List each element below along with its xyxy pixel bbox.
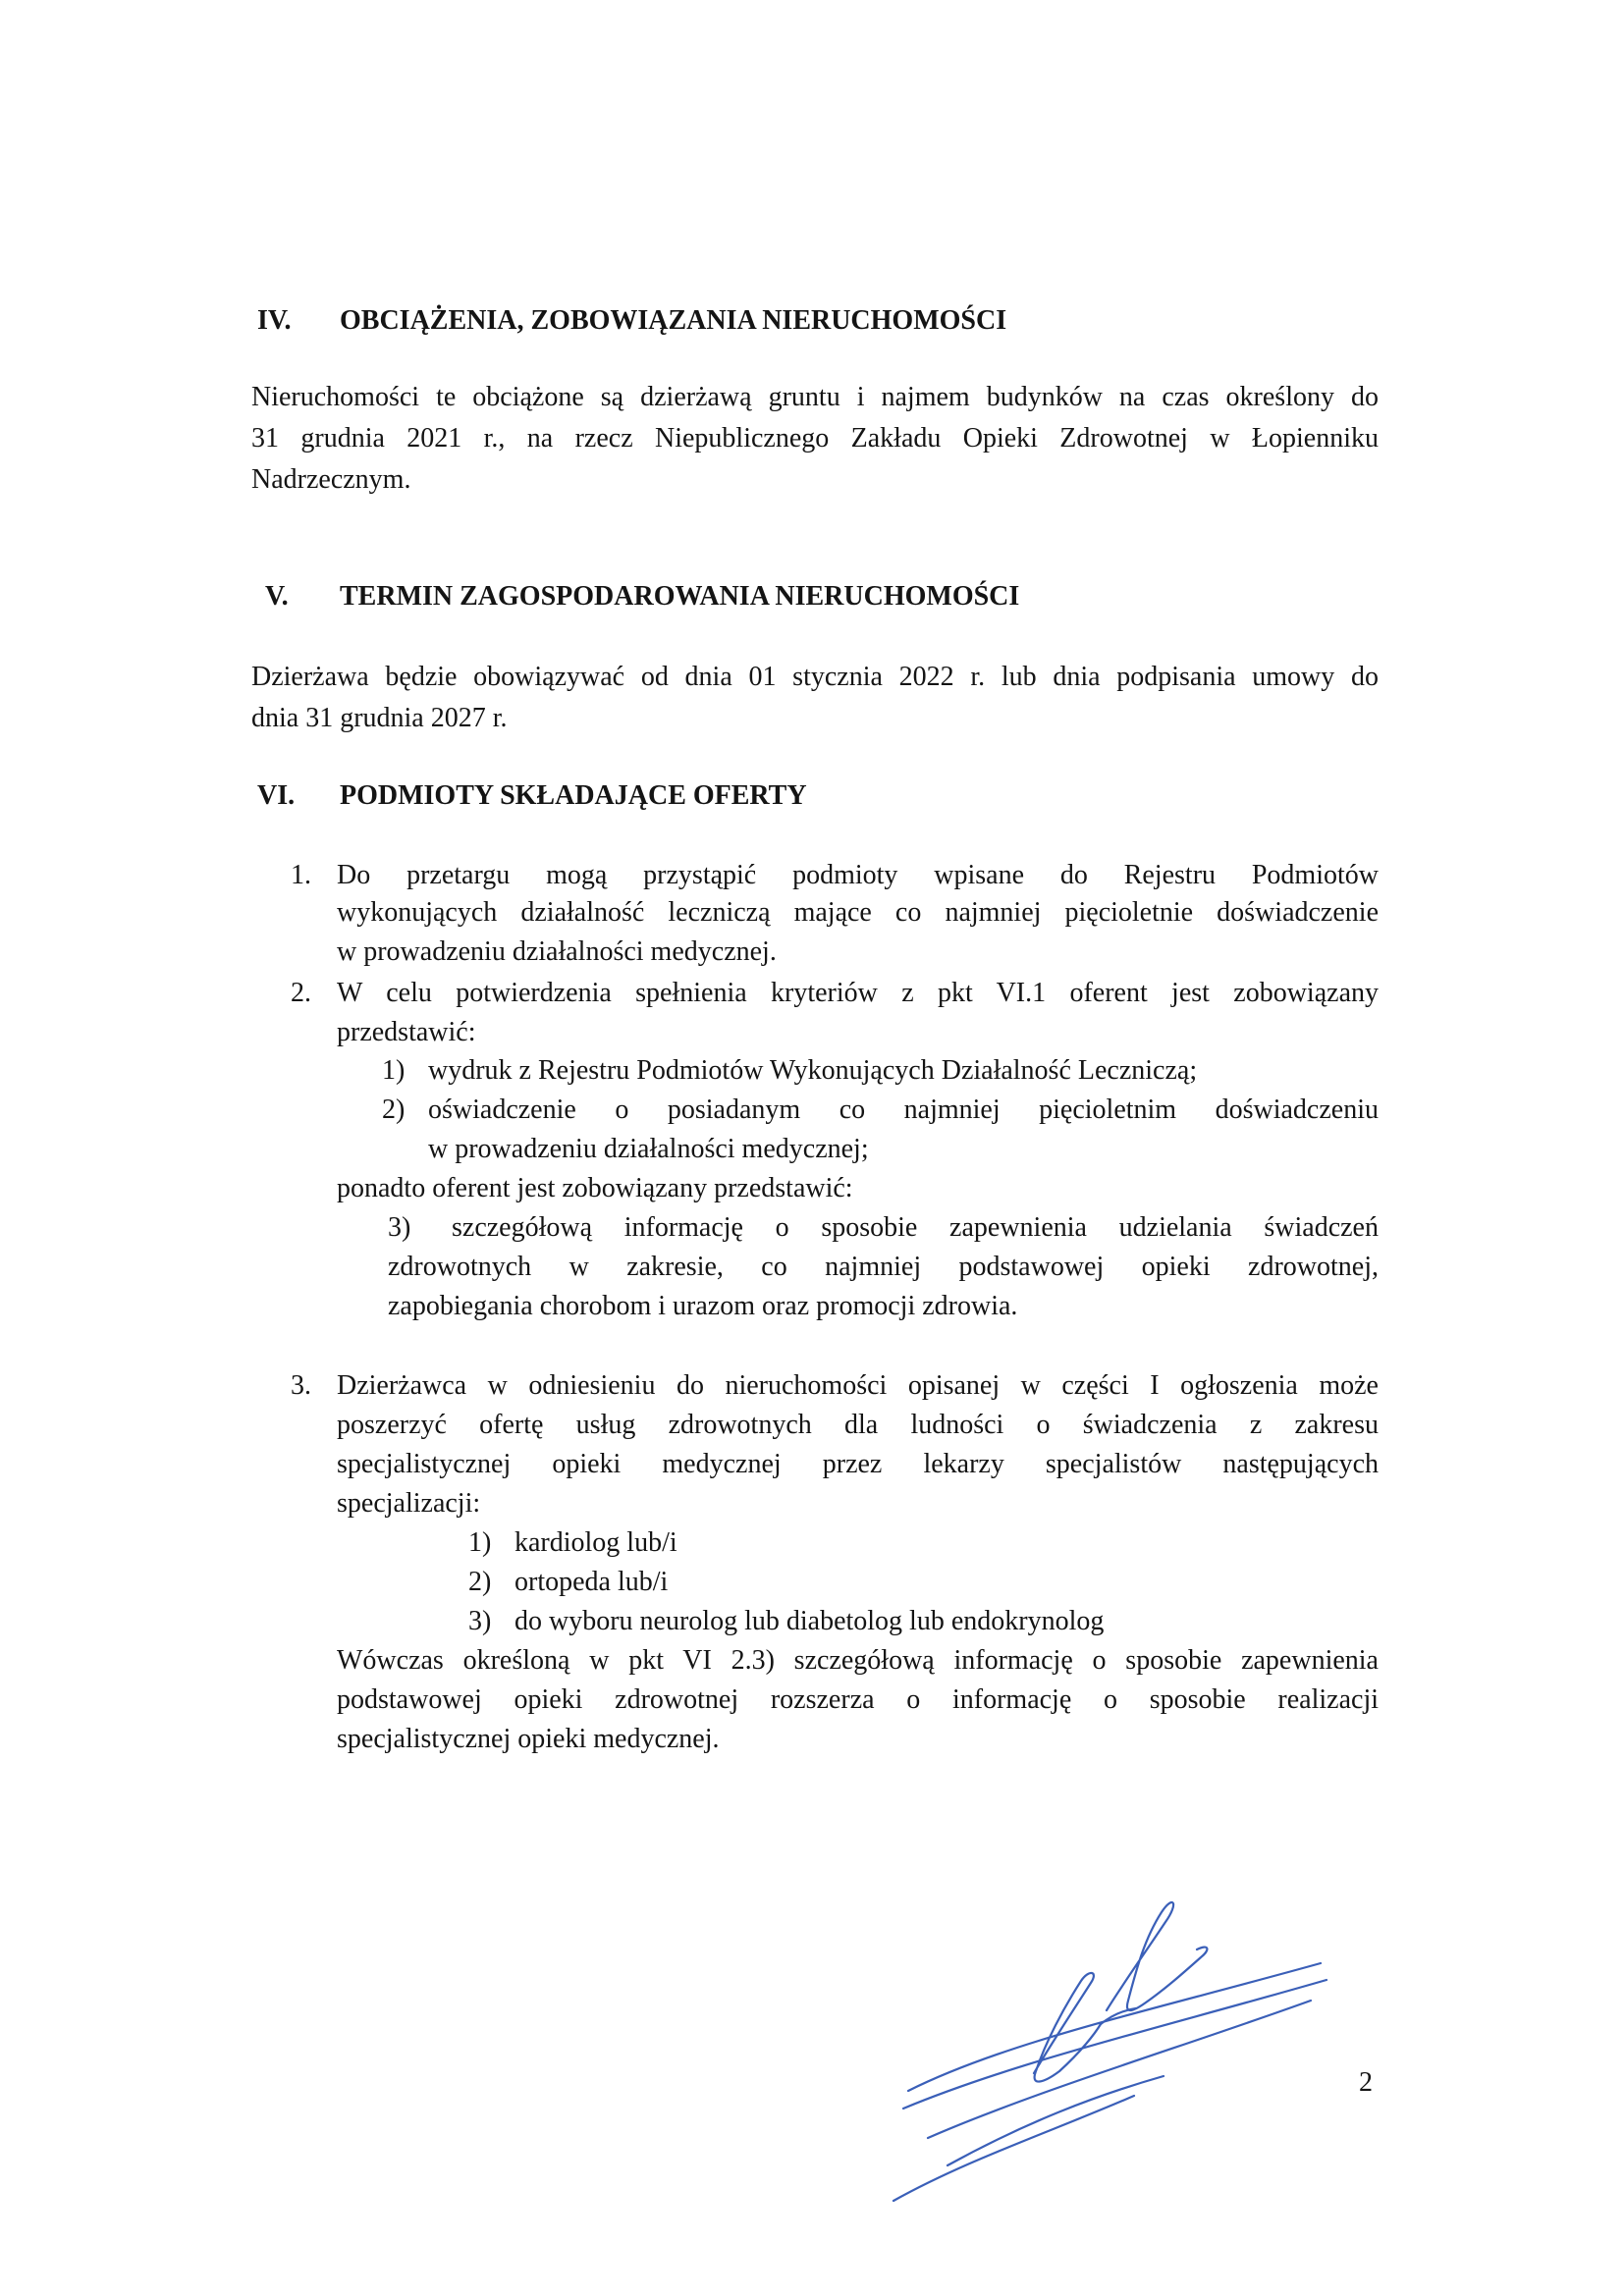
item-1-line-3: w prowadzeniu działalności medycznej. [337, 936, 777, 967]
specialty-1-number: 1) [468, 1527, 492, 1558]
item-2-line-2: przedstawić: [337, 1017, 476, 1047]
item-3-number: 3. [291, 1370, 311, 1401]
item-2-line-1: W celu potwierdzenia spełnienia kryteriów z pkt VI.1 oferent jest zobowiązany [337, 978, 1379, 1008]
specialty-2-text: ortopeda lub/i [514, 1567, 669, 1597]
item-2-sub-2-line-1: oświadczenie o posiadanym co najmniej pięcioletnim doświadczeniu [428, 1095, 1379, 1125]
item-3-closing-line-3: specjalistycznej opieki medycznej. [337, 1724, 720, 1754]
section-v-title: TERMIN ZAGOSPODAROWANIA NIERUCHOMOŚCI [340, 581, 1020, 612]
item-3-closing-line-1: Wówczas określoną w pkt VI 2.3) szczegółową informację o sposobie zapewnienia [337, 1645, 1379, 1676]
section-vi-title: PODMIOTY SKŁADAJĄCE OFERTY [340, 780, 807, 811]
item-2-sub-2-line-2: w prowadzeniu działalności medycznej; [428, 1134, 869, 1164]
page-number: 2 [1359, 2067, 1373, 2098]
section-v-line-1: Dzierżawa będzie obowiązywać od dnia 01 stycznia 2022 r. lub dnia podpisania umowy do [251, 662, 1379, 692]
section-v-line-2: dnia 31 grudnia 2027 r. [251, 703, 508, 733]
item-3-line-3: specjalistycznej opieki medycznej przez lekarzy specjalistów następujących [337, 1449, 1379, 1479]
section-iv-number: IV. [257, 305, 292, 336]
item-2-sub-3-number: 3) [388, 1212, 411, 1243]
section-v-number: V. [265, 581, 289, 612]
item-2-sub-1-text: wydruk z Rejestru Podmiotów Wykonujących Działalność Leczniczą; [428, 1055, 1198, 1086]
item-2-additional: ponadto oferent jest zobowiązany przedstawić: [337, 1173, 853, 1203]
item-2-sub-2-number: 2) [382, 1095, 406, 1125]
section-iv-line-3: Nadrzecznym. [251, 464, 411, 495]
item-2-number: 2. [291, 978, 311, 1008]
item-2-sub-3-line-1: szczegółową informację o sposobie zapewnienia udzielania świadczeń [452, 1212, 1379, 1243]
section-iv-title: OBCIĄŻENIA, ZOBOWIĄZANIA NIERUCHOMOŚCI [340, 305, 1007, 336]
item-3-line-2: poszerzyć ofertę usług zdrowotnych dla ludności o świadczenia z zakresu [337, 1410, 1379, 1440]
item-3-line-4: specjalizacji: [337, 1488, 481, 1519]
item-1-number: 1. [291, 860, 311, 890]
item-3-line-1: Dzierżawca w odniesieniu do nieruchomości opisanej w części I ogłoszenia może [337, 1370, 1379, 1401]
specialty-2-number: 2) [468, 1567, 492, 1597]
item-2-sub-3-line-2: zdrowotnych w zakresie, co najmniej podstawowej opieki zdrowotnej, [388, 1252, 1379, 1282]
section-iv-line-1: Nieruchomości te obciążone są dzierżawą gruntu i najmem budynków na czas określony do [251, 382, 1379, 412]
item-2-sub-3-line-3: zapobiegania chorobom i urazom oraz promocji zdrowia. [388, 1291, 1018, 1321]
item-2-sub-1-number: 1) [382, 1055, 406, 1086]
section-iv-line-2: 31 grudnia 2021 r., na rzecz Niepublicznego Zakładu Opieki Zdrowotnej w Łopienniku [251, 423, 1379, 454]
item-1-line-2: wykonujących działalność leczniczą mające co najmniej pięcioletnie doświadczenie [337, 897, 1379, 928]
specialty-3-number: 3) [468, 1606, 492, 1636]
handwritten-signature [889, 1895, 1330, 2218]
section-vi-number: VI. [257, 780, 296, 811]
specialty-3-text: do wyboru neurolog lub diabetolog lub endokrynolog [514, 1606, 1105, 1636]
item-3-closing-line-2: podstawowej opieki zdrowotnej rozszerza o informację o sposobie realizacji [337, 1684, 1379, 1715]
specialty-1-text: kardiolog lub/i [514, 1527, 677, 1558]
item-1-line-1: Do przetargu mogą przystąpić podmioty wpisane do Rejestru Podmiotów [337, 860, 1379, 890]
